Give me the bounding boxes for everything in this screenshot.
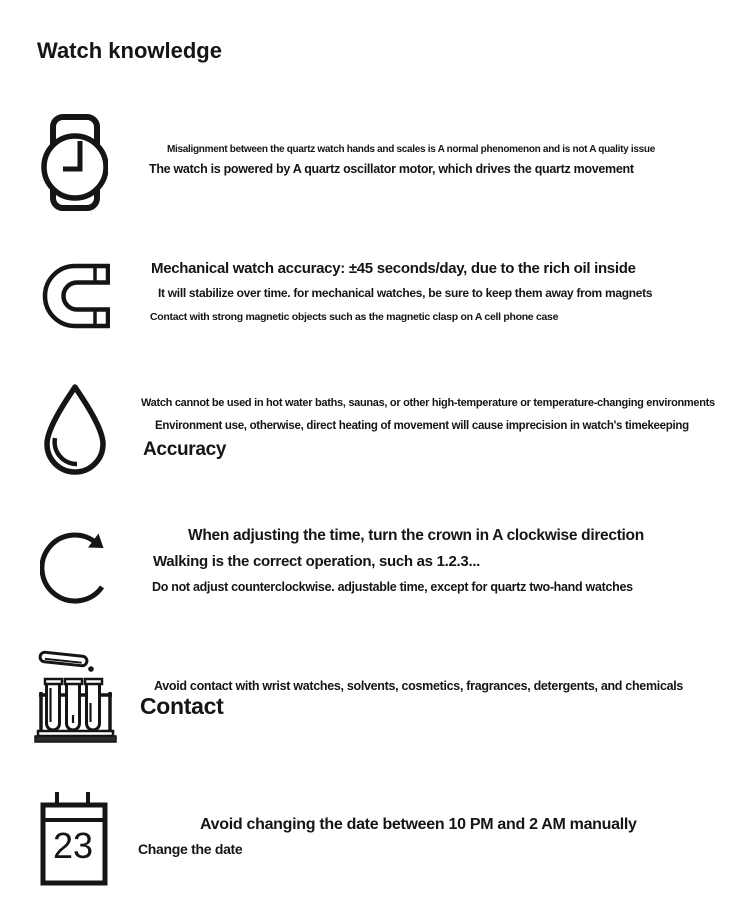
section-headline: Avoid changing the date between 10 PM and 2 AM manually: [200, 816, 637, 833]
test-tubes-icon: [34, 648, 118, 745]
section-title: Accuracy: [143, 439, 227, 460]
section-headline: Mechanical watch accuracy: ±45 seconds/day, due to the rich oil inside: [151, 260, 636, 277]
calendar-icon: [40, 788, 108, 886]
water-drop-icon: [36, 382, 114, 481]
section-headline: When adjusting the time, turn the crown in A clockwise direction: [188, 527, 644, 544]
section-text-line: The watch is powered by A quartz oscillator motor, which drives the quartz movement: [149, 162, 634, 176]
clockwise-arrow-icon: [40, 528, 112, 606]
section-note-line: Watch cannot be used in hot water baths, saunas, or other high-temperature or temperature-changing environments: [141, 397, 715, 409]
section-text-line: It will stabilize over time. for mechanical watches, be sure to keep them away from magnets: [158, 286, 653, 300]
section-text-line: Walking is the correct operation, such as 1.2.3...: [153, 553, 481, 570]
section-note-line: Misalignment between the quartz watch hands and scales is A normal phenomenon and is not A quality issue: [167, 144, 655, 155]
section-title: Change the date: [138, 841, 243, 857]
wristwatch-icon: [40, 112, 108, 212]
section-note-line: Contact with strong magnetic objects such as the magnetic clasp on A cell phone case: [150, 311, 559, 323]
section-text-line: Avoid contact with wrist watches, solvents, cosmetics, fragrances, detergents, and chemicals: [154, 679, 684, 693]
page-title: Watch knowledge: [37, 38, 222, 63]
calendar-day-number: 23: [52, 825, 94, 866]
section-text-line: Environment use, otherwise, direct heating of movement will cause imprecision in watch's timekeeping: [155, 420, 689, 432]
section-title: Contact: [140, 693, 224, 719]
magnet-icon: [38, 261, 110, 331]
section-note-line: Do not adjust counterclockwise. adjustable time, except for quartz two-hand watches: [152, 580, 633, 594]
